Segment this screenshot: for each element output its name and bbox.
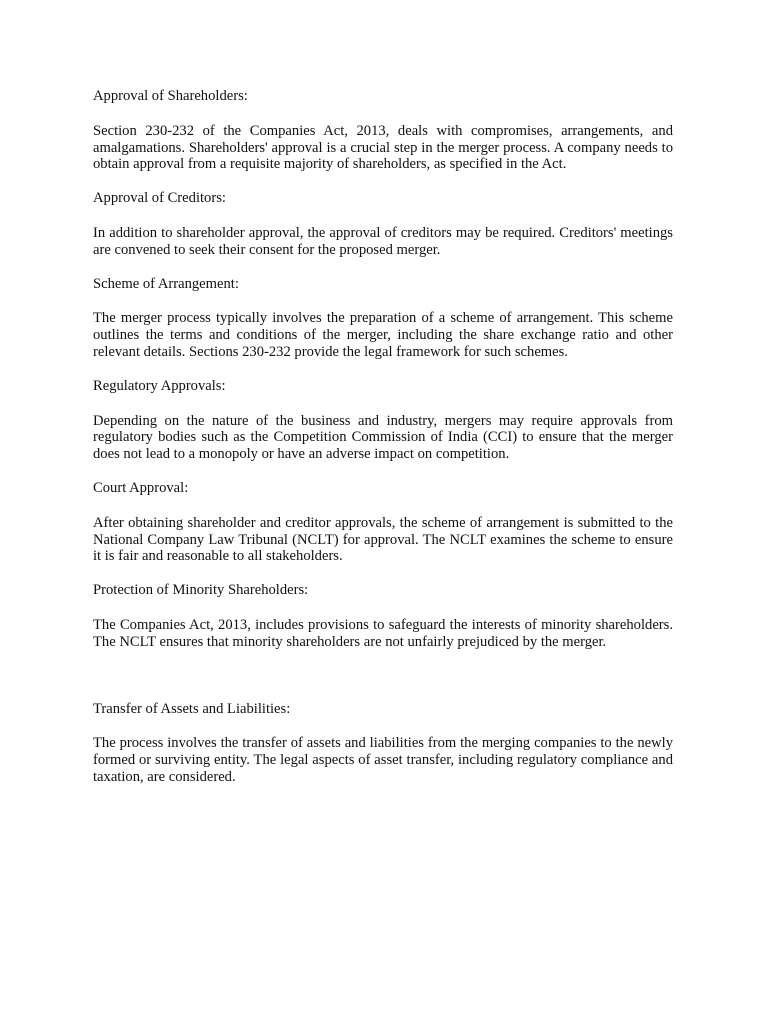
- section-heading: Scheme of Arrangement:: [93, 275, 239, 292]
- section-creditor-approval: [93, 190, 673, 258]
- section-body: The merger process typically involves the preparation of a scheme of arrangement. This scheme outlines the terms and conditions of the merger, including the share exchange ratio and other relevant details. Sections 230-232 provide the legal framework for such schemes.: [93, 310, 673, 360]
- section-scheme-of-arrangement: [93, 276, 673, 361]
- blank-gap: [93, 668, 673, 701]
- section-body: After obtaining shareholder and creditor approvals, the scheme of arrangement is submitted to the National Company Law Tribunal (NCLT) for approval. The NCLT examines the scheme to ensure it is fair and reasonable to all stakeholders.: [93, 514, 673, 565]
- document-page: [93, 88, 673, 803]
- section-heading: Protection of Minority Shareholders:: [93, 582, 309, 599]
- section-heading: Regulatory Approvals:: [93, 377, 226, 394]
- section-body: The process involves the transfer of assets and liabilities from the merging companies to the newly formed or surviving entity. The legal aspects of asset transfer, including regulatory compliance and taxation, are considered.: [93, 735, 673, 785]
- section-minority-protection: [93, 582, 673, 650]
- section-regulatory-approvals: [93, 378, 673, 463]
- section-body: The Companies Act, 2013, includes provisions to safeguard the interests of minority shareholders. The NCLT ensures that minority shareholders are not unfairly prejudiced by the merger.: [93, 616, 673, 650]
- section-asset-transfer: [93, 701, 673, 786]
- section-shareholder-approval: [93, 88, 673, 173]
- section-heading: Transfer of Assets and Liabilities:: [93, 700, 291, 717]
- section-body: In addition to shareholder approval, the approval of creditors may be required. Creditors' meetings are convened to seek their consent for the proposed merger.: [93, 224, 673, 258]
- section-heading: Approval of Creditors:: [93, 190, 226, 207]
- section-heading: Court Approval:: [93, 479, 189, 496]
- section-body: Section 230-232 of the Companies Act, 2013, deals with compromises, arrangements, and amalgamations. Shareholders' approval is a crucial step in the merger process. A company needs to obtain approval from a requisite majority of shareholders, as specified in the Act.: [93, 122, 673, 173]
- section-court-approval: [93, 480, 673, 565]
- section-body: Depending on the nature of the business and industry, mergers may require approvals from regulatory bodies such as the Competition Commission of India (CCI) to ensure that the merger does not lead to a monopoly or have an adverse impact on competition.: [93, 412, 673, 463]
- section-heading: Approval of Shareholders:: [93, 88, 248, 104]
